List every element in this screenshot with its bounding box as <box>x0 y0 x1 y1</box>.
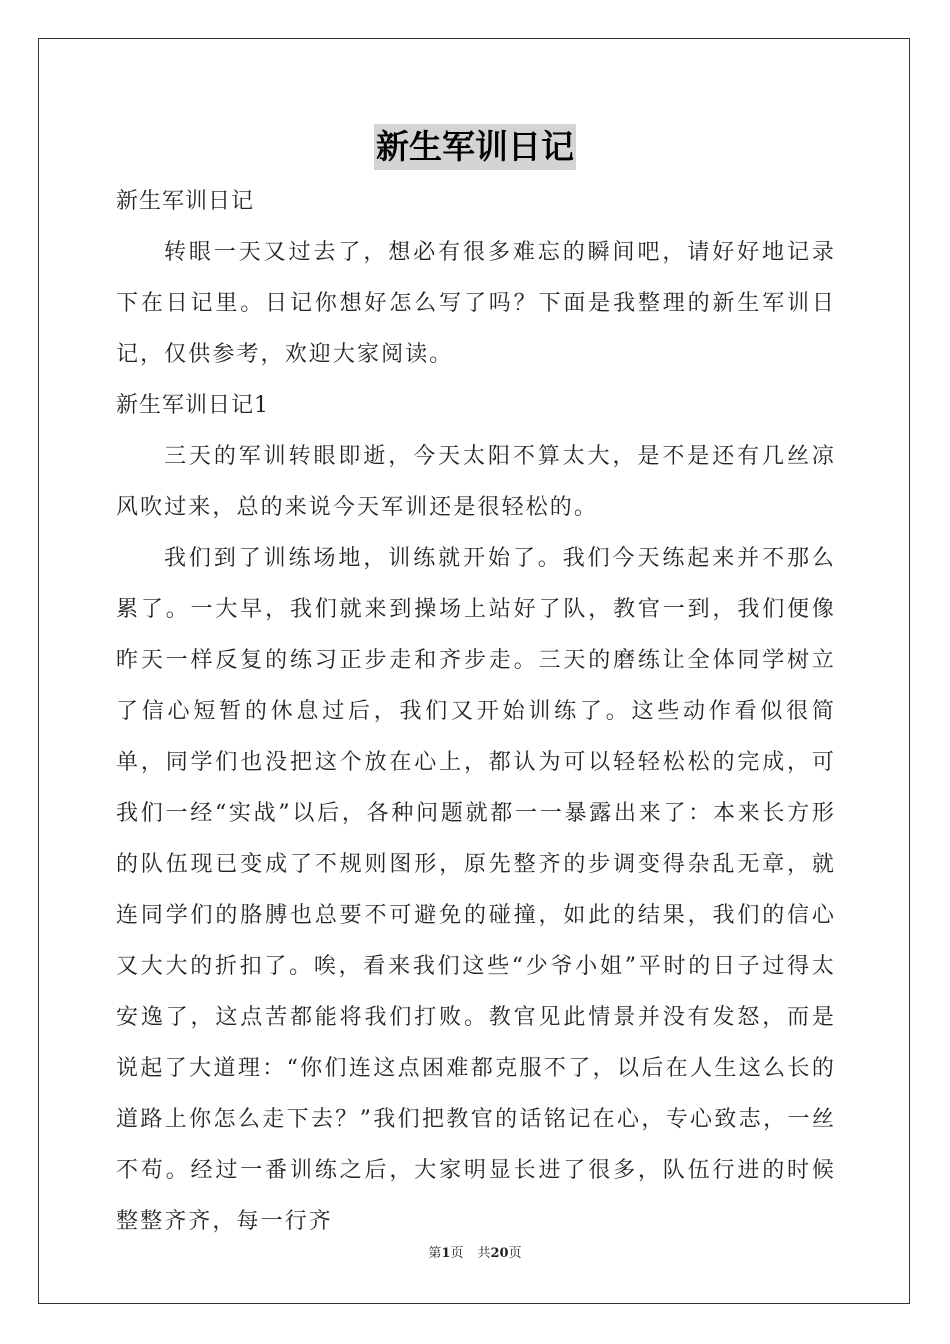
title-container <box>0 124 950 170</box>
section-heading: 新生军训日记 <box>116 189 255 214</box>
footer-page-prefix: 第 <box>428 1246 442 1261</box>
body-paragraph: 我们到了训练场地，训练就开始了。我们今天练起来并不那么累了。一大早，我们就来到操场上站好了队，教官一到，我们便像昨天一样反复的练习正步走和齐步走。三天的磨练让全体同学树立了信心短暂的休息过后，我们又开始训练了。这些动作看似很简单，同学们也没把这个放在心上，都认为可以轻轻松松的完成，可我们一经“实战”以后，各种问题就都一一暴露出来了：本来长方形的队伍现已变成了不规则图形，原先整齐的步调变得杂乱无章，就连同学们的胳膊也总要不可避免的碰撞，如此的结果，我们的信心又大大的折扣了。唉，看来我们这些“少爷小姐”平时的日子过得太安逸了，这点苦都能将我们打败。教官见此情景并没有发怒，而是说起了大道理：“你们连这点困难都克服不了，以后在人生这么长的道路上你怎么走下去？”我们把教官的话铭记在心，专心致志，一丝不苟。经过一番训练之后，大家明显长进了很多，队伍行进的时候整整齐齐，每一行齐 <box>116 546 836 1234</box>
body-paragraph: 转眼一天又过去了，想必有很多难忘的瞬间吧，请好好地记录下在日记里。日记你想好怎么写了吗？下面是我整理的新生军训日记，仅供参考，欢迎大家阅读。 <box>116 240 836 367</box>
footer-total-suffix: 页 <box>508 1246 522 1261</box>
footer-page-number: 1 <box>441 1246 451 1261</box>
section-heading: 新生军训日记1 <box>116 393 269 418</box>
footer-total-pages: 20 <box>490 1246 509 1261</box>
body-paragraph: 三天的军训转眼即逝，今天太阳不算太大，是不是还有几丝凉风吹过来，总的来说今天军训还是很轻松的。 <box>116 444 836 520</box>
page-footer <box>0 1244 950 1264</box>
footer-page-suffix: 页 <box>450 1246 464 1261</box>
footer-total-prefix: 共 <box>477 1246 491 1261</box>
document-title: 新生军训日记 <box>374 124 576 170</box>
document-body <box>116 176 836 1247</box>
